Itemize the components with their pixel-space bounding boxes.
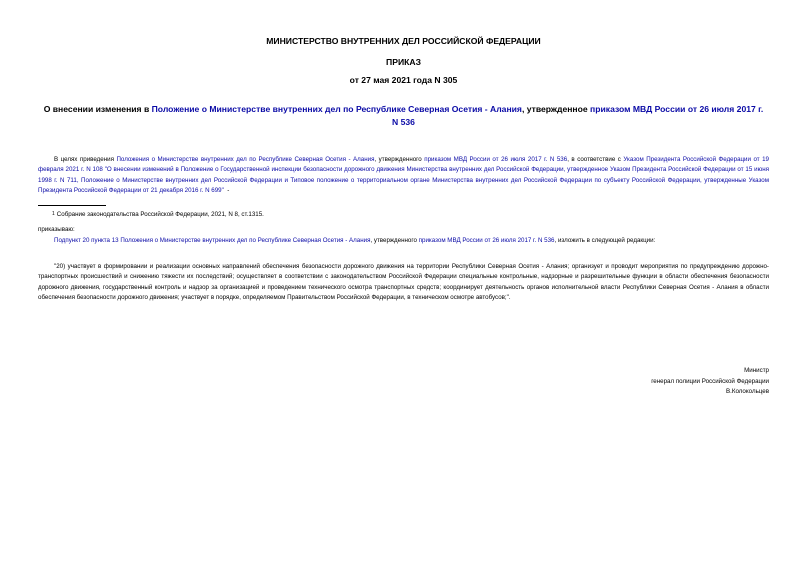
preamble-link-decree-108[interactable]: Указом Президента Российской Федерации от 19 февраля 2021 г. N 108 xyxy=(38,156,769,174)
document-title xyxy=(40,103,767,129)
preamble-text-2: , утвержденного xyxy=(374,156,425,163)
amendment-text-1: , утвержденного xyxy=(370,237,419,244)
paragraph-preamble xyxy=(38,155,769,197)
preamble-text-1: В целях приведения xyxy=(54,156,117,163)
amendment-link-subclause[interactable]: Подпункт 20 пункта 13 Положения о Министерстве внутренних дел по Республике Северная Осетия - Алания xyxy=(54,237,371,244)
title-link-order[interactable]: приказом МВД России от 26 июля 2017 г. N 536 xyxy=(392,104,764,127)
preamble-link-decree-title[interactable]: "О внесении изменений в Положение о Государственной инспекции безопасности дорожного движения Министерства внутренних дел Российской Федерации, утвержденное Указом Президента Российской Федерации от 15 июня 1998 г. N 711, Положение о Министерстве внутренних дел Российской Федерации и Типовое положение о территориальном органе Министерства внутренних дел Российской Федерации по субъекту Российской Федерации, утвержденные Указом Президента Российской Федерации от 21 декабря 2016 г. N 699" xyxy=(38,166,769,195)
preamble-link-order[interactable]: приказом МВД России от 26 июля 2017 г. N 536 xyxy=(424,156,568,163)
footnote xyxy=(52,211,264,218)
ministry-name: МИНИСТЕРСТВО ВНУТРЕННИХ ДЕЛ РОССИЙСКОЙ ФЕДЕРАЦИИ xyxy=(266,36,541,46)
footnote-mark: 1 xyxy=(52,211,55,217)
preamble-text-5: - xyxy=(223,187,230,195)
footnote-text: Собрание законодательства Российской Федерации, 2021, N 8, ст.1315. xyxy=(56,211,264,218)
preamble-link-regulation[interactable]: Положения о Министерстве внутренних дел по Республике Северная Осетия - Алания xyxy=(116,156,375,163)
footnote-divider xyxy=(38,205,106,206)
amendment-link-order[interactable]: приказом МВД России от 26 июля 2017 г. N 536 xyxy=(418,237,555,244)
paragraph-new-wording: "20) участвует в формировании и реализации основных направлений обеспечения безопасности дорожного движения на территории Республики Северная Осетия - Алания; организует и проводит мероприятия по предупреждению дорожно-транспортных происшествий и снижению тяжести их последствий; осуществляет в соответствии с законодательством Российской Федерации специальные контрольные, надзорные и разрешительные функции в области обеспечения безопасности дорожного движения, государственный контроль и надзор за организацией и проведением технического осмотра транспортных средств; координирует деятельность органов исполнительной власти Республики Северная Осетия - Алания в области обеспечения безопасности дорожного движения; участвует в порядке, определяемом Правительством Российской Федерации, в техническом осмотре автобусов;". xyxy=(38,263,769,302)
amendment-text-2: , изложить в следующей редакции: xyxy=(554,237,656,244)
signature-position: Министр xyxy=(744,367,769,374)
document-type: ПРИКАЗ xyxy=(386,57,421,67)
title-prefix: О внесении изменения в xyxy=(43,104,152,114)
title-link-regulation[interactable]: Положение о Министерстве внутренних дел по Республике Северная Осетия - Алания xyxy=(151,104,522,114)
paragraph-amendment xyxy=(38,236,769,246)
title-middle: , утвержденное xyxy=(521,104,591,114)
document-date: от 27 мая 2021 года N 305 xyxy=(349,75,458,85)
signature-name: В.Колокольцев xyxy=(726,388,769,395)
signature-block xyxy=(651,366,769,398)
signature-rank: генерал полиции Российской Федерации xyxy=(651,377,769,385)
orders-word: приказываю: xyxy=(38,226,75,233)
preamble-text-3: , в соответствие с xyxy=(567,156,624,163)
